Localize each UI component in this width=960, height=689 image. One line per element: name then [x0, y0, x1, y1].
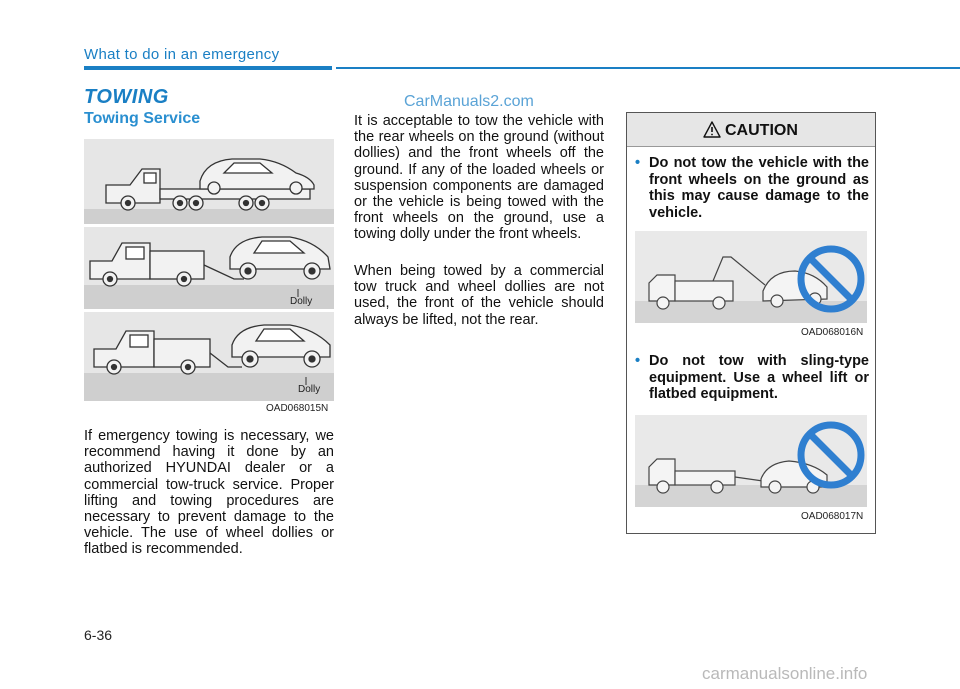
- caution-item-text: Do not tow with sling-type equipment. Use a wheel lift or flatbed equipment.: [649, 353, 869, 402]
- dolly-label: Dolly: [290, 296, 313, 307]
- warning-triangle-icon: [703, 121, 721, 138]
- watermark-top[interactable]: CarManuals2.com: [404, 93, 534, 110]
- towing-methods-illustration: [84, 139, 334, 401]
- no-front-wheel-tow-illustration: [635, 231, 867, 323]
- caution-figure-no-sling: [635, 415, 867, 522]
- caution-label: CAUTION: [725, 122, 798, 139]
- caution-item-text: Do not tow the vehicle with the front wheels on the ground as this may cause damage to the vehicle.: [649, 155, 869, 221]
- subheading: Towing Service: [84, 110, 201, 127]
- caution-figure-no-front-tow: [635, 231, 867, 338]
- dolly-label: Dolly: [298, 384, 321, 395]
- towing-methods-figure: [84, 139, 334, 414]
- caution-item: [635, 353, 869, 403]
- page-number: 6-36: [84, 627, 113, 643]
- bullet: •: [635, 155, 641, 171]
- caution-box: [626, 112, 876, 534]
- header-rule-thick: [84, 66, 332, 70]
- towing-intro-paragraph: If emergency towing is necessary, we recommend having it done by an authorized HYUNDAI dealer or a commercial tow-truck service. Proper lifting and towing procedures are necessary to prevent damage to the vehicle. The use of wheel dollies or flatbed is recommended.: [84, 428, 334, 558]
- section-title: What to do in an emergency: [84, 46, 280, 63]
- prohibition-sign-icon: [801, 425, 861, 485]
- commercial-tow-paragraph: When being towed by a commercial tow truck and wheel dollies are not used, the front of the vehicle should always be lifted, not the rear.: [354, 263, 604, 328]
- towing-acceptable-paragraph: It is acceptable to tow the vehicle with the rear wheels on the ground (without dollies) and the front wheels off the ground. If any of the loaded wheels or suspension components are damaged or the vehicle is being towed with the front wheels on the ground, use a towing dolly under the front wheels.: [354, 113, 604, 243]
- caution-header: [627, 113, 875, 147]
- figure-code: OAD068016N: [801, 327, 864, 338]
- figure-code: OAD068017N: [801, 511, 864, 522]
- page-heading: TOWING: [84, 86, 169, 108]
- watermark-bottom[interactable]: carmanualsonline.info: [702, 664, 868, 683]
- bullet: •: [635, 353, 641, 369]
- figure-code: OAD068015N: [266, 403, 329, 414]
- no-sling-tow-illustration: [635, 415, 867, 507]
- header-rule-thin: [336, 67, 960, 69]
- caution-item: [635, 155, 869, 221]
